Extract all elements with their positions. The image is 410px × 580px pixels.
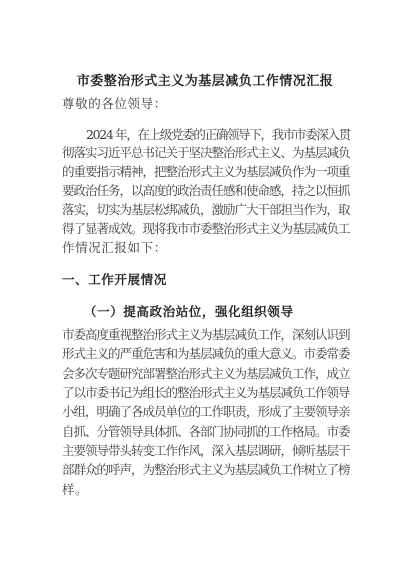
body-line: 小组，明确了各成员单位的工作职责，形成了主要领导亲 <box>62 404 350 419</box>
body-line: 会多次专题研究部署整治形式主义为基层减负工作，成立 <box>62 366 350 381</box>
subsection-heading: （一）提高政治站位，强化组织领导 <box>84 304 294 319</box>
body-line: 部群众的呼声，为整治形式主义为基层减负工作树立了榜 <box>62 462 350 477</box>
intro-line: 落实，切实为基层松绑减负，激励广大干部担当作为，取 <box>62 202 350 217</box>
section-heading: 一、工作开展情况 <box>62 272 167 287</box>
intro-line: 作情况汇报如下： <box>62 240 167 255</box>
intro-line: 2024 年，在上级党委的正确领导下，我市市委深入贯 <box>86 127 350 142</box>
intro-line: 彻落实习近平总书记关于坚决整治形式主义、为基层减负 <box>62 145 350 160</box>
body-line: 主要领导带头转变工作作风，深入基层调研，倾听基层干 <box>62 443 350 458</box>
intro-line: 的重要指示精神，把整治形式主义为基层减负作为一项重 <box>62 164 350 179</box>
body-line: 样。 <box>62 482 89 497</box>
salutation: 尊敬的各位领导： <box>62 96 167 111</box>
intro-line: 要政治任务，以高度的政治责任感和使命感，持之以恒抓 <box>62 183 350 198</box>
intro-line: 得了显著成效。现将我市市委整治形式主义为基层减负工 <box>62 221 350 236</box>
body-line: 形式主义的严重危害和为基层减负的重大意义。市委常委 <box>62 346 350 361</box>
body-line: 自抓、分管领导具体抓、各部门协同抓的工作格局。市委 <box>62 424 350 439</box>
document-title: 市委整治形式主义为基层减负工作情况汇报 <box>76 74 334 89</box>
body-line: 市委高度重视整治形式主义为基层减负工作，深刻认识到 <box>62 327 350 342</box>
body-line: 了以市委书记为组长的整治形式主义为基层减负工作领导 <box>62 385 350 400</box>
